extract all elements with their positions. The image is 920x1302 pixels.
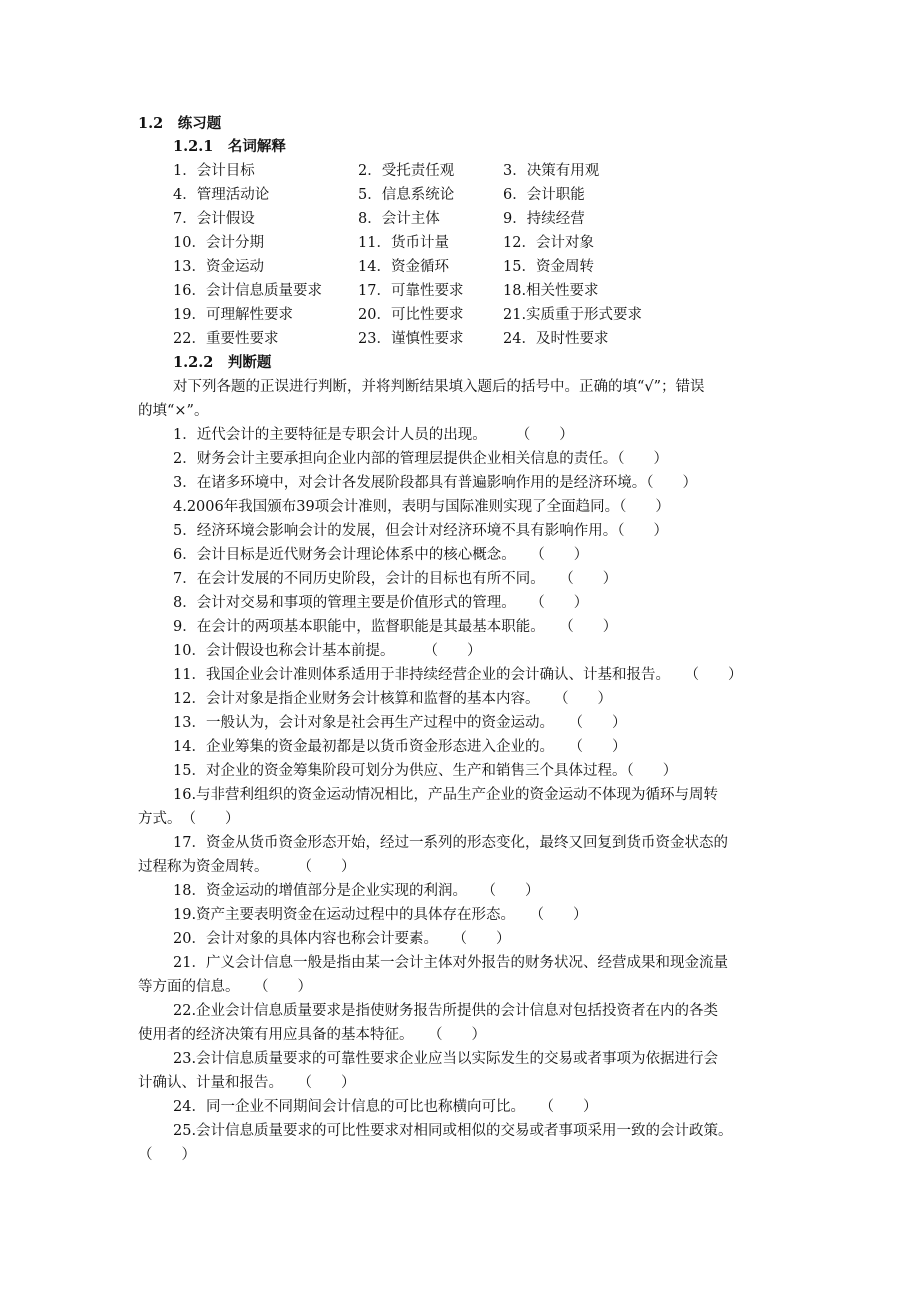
question-item: 8．会计对交易和事项的管理主要是价值形式的管理。 （ ） [173,595,589,611]
instructions-line: 对下列各题的正误进行判断，并将判断结果填入题后的括号中。正确的填“√”；错误 [173,379,705,395]
question-item: 15．对企业的资金筹集阶段可划分为供应、生产和销售三个具体过程。（ ） [173,763,678,779]
question-item: 20．会计对象的具体内容也称会计要素。 （ ） [173,931,511,947]
question-item: 2．财务会计主要承担向企业内部的管理层提供企业相关信息的责任。（ ） [173,451,668,467]
question-item: 23.会计信息质量要求的可靠性要求企业应当以实际发生的交易或者事项为依据进行会 [173,1051,719,1067]
question-item-continued: 方式。 （ ） [138,811,240,827]
subsection-title-terms: 1.2.1 名词解释 [173,138,286,155]
question-item: 16.与非营利组织的资金运动情况相比，产品生产企业的资金运动不体现为循环与周转 [173,787,719,803]
term-item: 21.实质重于形式要求 [503,307,643,323]
term-item: 24．及时性要求 [503,331,609,347]
section-title: 1.2 练习题 [138,115,222,132]
question-item: 14．企业筹集的资金最初都是以货币资金形态进入企业的。 （ ） [173,739,627,755]
term-item: 1．会计目标 [173,163,255,179]
term-item: 17．可靠性要求 [358,283,464,299]
term-item: 8．会计主体 [358,211,440,227]
question-item: 21．广义会计信息一般是指由某一会计主体对外报告的财务状况、经营成果和现金流量 [173,955,728,971]
term-item: 18.相关性要求 [503,283,599,299]
question-item: 22.企业会计信息质量要求是指使财务报告所提供的会计信息对包括投资者在内的各类 [173,1003,719,1019]
term-item: 3．决策有用观 [503,163,600,179]
instructions-line: 的填“×”。 [138,403,209,419]
term-item: 22．重要性要求 [173,331,279,347]
question-item-continued: 使用者的经济决策有用应具备的基本特征。 （ ） [138,1027,486,1043]
question-item-continued: 等方面的信息。 （ ） [138,979,312,995]
term-item: 20．可比性要求 [358,307,464,323]
question-item: 19.资产主要表明资金在运动过程中的具体存在形态。 （ ） [173,907,588,923]
term-item: 19．可理解性要求 [173,307,293,323]
term-item: 10．会计分期 [173,235,264,251]
term-item: 2．受托责任观 [358,163,455,179]
term-item: 9．持续经营 [503,211,585,227]
term-item: 12．会计对象 [503,235,594,251]
question-item: 13．一般认为，会计对象是社会再生产过程中的资金运动。 （ ） [173,715,627,731]
term-item: 6．会计职能 [503,187,585,203]
term-item: 4．管理活动论 [173,187,270,203]
question-item: 17．资金从货币资金形态开始，经过一系列的形态变化，最终又回复到货币资金状态的 [173,835,728,851]
question-item: 6．会计目标是近代财务会计理论体系中的核心概念。 （ ） [173,547,589,563]
term-item: 16．会计信息质量要求 [173,283,322,299]
question-item: 7．在会计发展的不同历史阶段，会计的目标也有所不同。 （ ） [173,571,618,587]
subsection-title-judgment: 1.2.2 判断题 [173,354,272,371]
question-item-continued: 计确认、计量和报告。 （ ） [138,1075,356,1091]
question-item: 25.会计信息质量要求的可比性要求对相同或相似的交易或者事项采用一致的会计政策。 [173,1123,733,1139]
term-item: 13．资金运动 [173,259,264,275]
question-item-continued: （ ） [138,1147,196,1163]
term-item: 15．资金周转 [503,259,594,275]
term-item: 11．货币计量 [358,235,449,251]
question-item: 24．同一企业不同期间会计信息的可比也称横向可比。 （ ） [173,1099,598,1115]
question-item: 12．会计对象是指企业财务会计核算和监督的基本内容。 （ ） [173,691,612,707]
term-item: 14．资金循环 [358,259,449,275]
question-item: 5．经济环境会影响会计的发展，但会计对经济环境不具有影响作用。（ ） [173,523,668,539]
question-item: 10．会计假设也称会计基本前提。 （ ） [173,643,482,659]
term-item: 23．谨慎性要求 [358,331,464,347]
term-item: 7．会计假设 [173,211,255,227]
term-item: 5．信息系统论 [358,187,455,203]
question-item: 1．近代会计的主要特征是专职会计人员的出现。 （ ） [173,427,574,443]
question-item: 9．在会计的两项基本职能中，监督职能是其最基本职能。 （ ） [173,619,618,635]
question-item: 4.2006年我国颁布39项会计准则，表明与国际准则实现了全面趋同。（ ） [173,499,670,515]
question-item: 18．资金运动的增值部分是企业实现的利润。 （ ） [173,883,540,899]
question-item: 11．我国企业会计准则体系适用于非持续经营企业的会计确认、计基和报告。 （ ） [173,667,743,683]
question-item: 3．在诸多环境中，对会计各发展阶段都具有普遍影响作用的是经济环境。（ ） [173,475,697,491]
question-item-continued: 过程称为资金周转。 （ ） [138,859,356,875]
